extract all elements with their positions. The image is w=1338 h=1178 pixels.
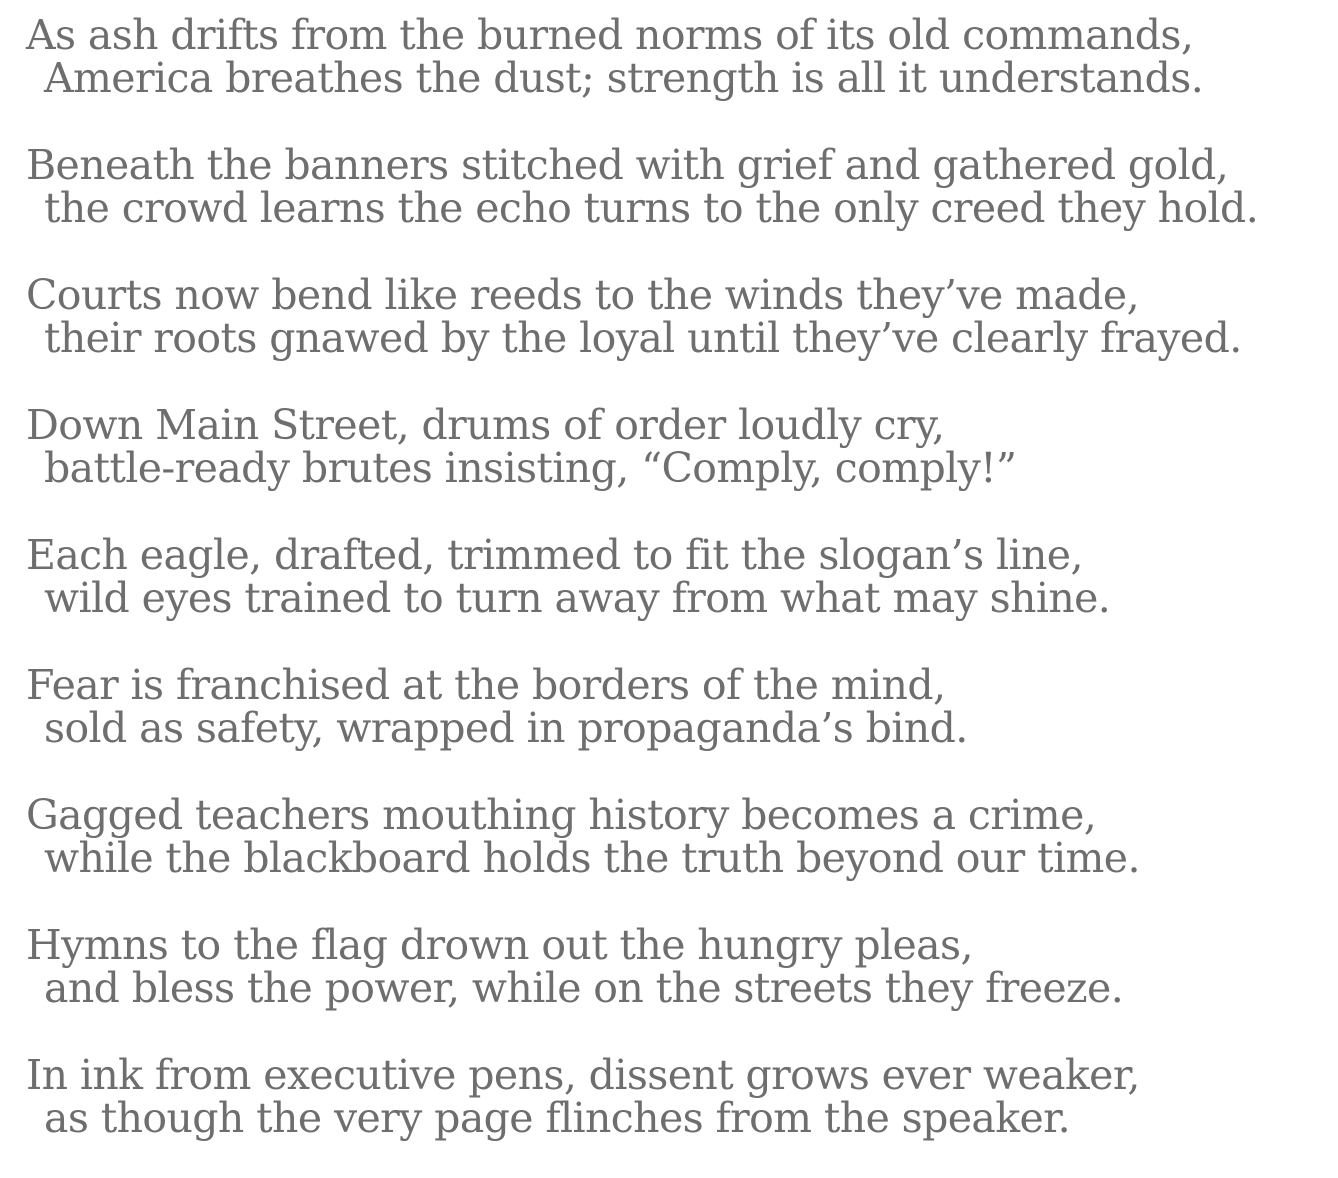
poem-line: Courts now bend like reeds to the winds they’ve made, <box>26 271 1139 319</box>
poem-line: while the blackboard holds the truth beyond our time. <box>44 834 1140 882</box>
poem-stanza <box>26 271 1328 362</box>
poem-stanza <box>26 531 1328 622</box>
poem-line: Each eagle, drafted, trimmed to fit the slogan’s line, <box>26 531 1083 579</box>
poem-line: the crowd learns the echo turns to the only creed they hold. <box>44 184 1259 232</box>
poem-line: America breathes the dust; strength is all it understands. <box>44 54 1204 102</box>
poem-line: Fear is franchised at the borders of the mind, <box>26 661 946 709</box>
poem-line: As ash drifts from the burned norms of its old commands, <box>26 11 1194 59</box>
poem-stanza <box>26 141 1328 232</box>
poem-stanza <box>26 791 1328 882</box>
poem-stanza <box>26 661 1328 752</box>
poem-line: and bless the power, while on the streets they freeze. <box>44 964 1124 1012</box>
poem-line: their roots gnawed by the loyal until they’ve clearly frayed. <box>44 314 1242 362</box>
poem-line: Beneath the banners stitched with grief and gathered gold, <box>26 141 1229 189</box>
poem-line: Gagged teachers mouthing history becomes a crime, <box>26 791 1097 839</box>
poem-stanza <box>26 1051 1328 1142</box>
poem-stanza <box>26 401 1328 492</box>
poem-line: In ink from executive pens, dissent grows ever weaker, <box>26 1051 1140 1099</box>
poem-line: Down Main Street, drums of order loudly cry, <box>26 401 945 449</box>
poem-stanza <box>26 11 1328 102</box>
poem-line: sold as safety, wrapped in propaganda’s bind. <box>44 704 968 752</box>
poem-line: battle-ready brutes insisting, “Comply, comply!” <box>44 444 1017 492</box>
poem-line: wild eyes trained to turn away from what may shine. <box>44 574 1111 622</box>
poem-line: as though the very page flinches from the speaker. <box>44 1094 1071 1142</box>
poem-stanza <box>26 921 1328 1012</box>
poem-line: Hymns to the flag drown out the hungry pleas, <box>26 921 973 969</box>
